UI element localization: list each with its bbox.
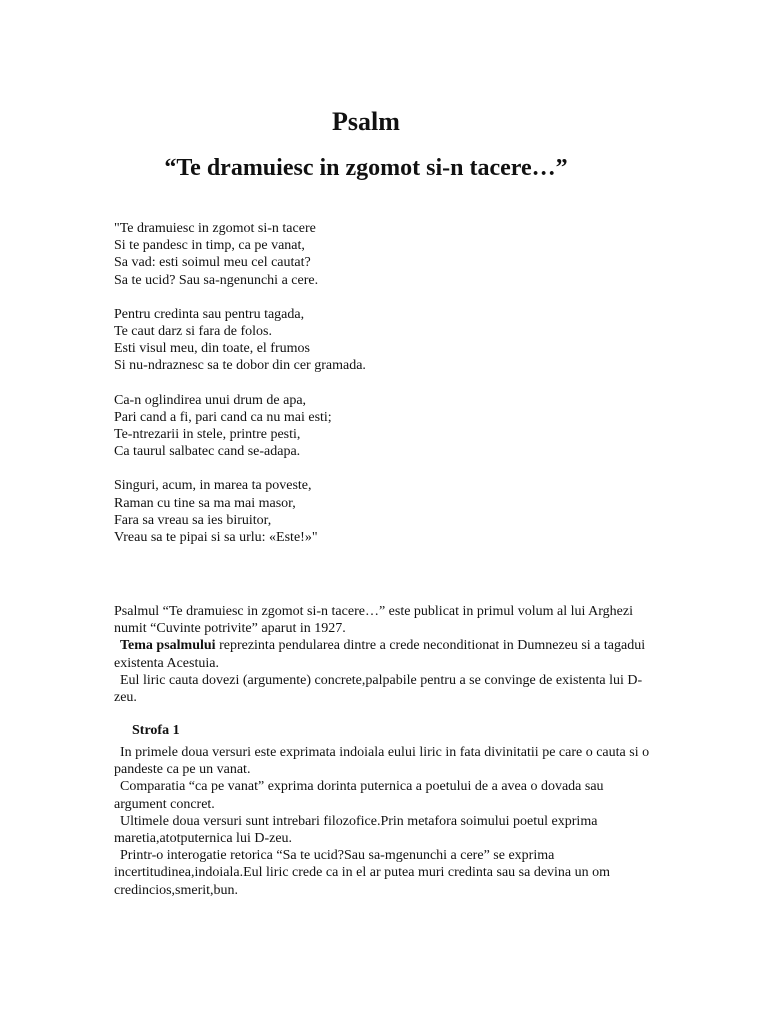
theme-paragraph <box>114 637 654 671</box>
poem-line: Fara sa vreau sa ies biruitor, <box>114 512 272 528</box>
poem-line: Ca-n oglindirea unui drum de apa, <box>114 392 307 408</box>
intro-paragraph: Eul liric cauta dovezi (argumente) concrete,palpabile pentru a se convinge de existenta lui D-zeu. <box>114 672 643 706</box>
poem-line: Te-ntrezarii in stele, printre pesti, <box>114 427 301 443</box>
poem-line: Pentru credinta sau pentru tagada, <box>114 306 305 322</box>
poem-line: Sa vad: esti soimul meu cel cautat? <box>114 255 311 271</box>
document-subtitle: “Te dramuiesc in zgomot si-n tacere…” <box>164 155 568 181</box>
poem-line: Esti visul meu, din toate, el frumos <box>114 341 310 357</box>
analysis-paragraph: Comparatia “ca pe vanat” exprima dorinta puternica a poetului de a avea o dovada sau argument concret. <box>114 779 604 812</box>
intro-paragraph: Psalmul “Te dramuiesc in zgomot si-n tacere…” este publicat in primul volum al lui Arghezi numit “Cuvinte potrivite” aparut in 1927. <box>114 604 633 637</box>
theme-text: reprezinta pendularea dintre a crede neconditionat in Dumnezeu si a tagadui existenta Acestuia. <box>114 638 646 671</box>
poem-line: Pari cand a fi, pari cand ca nu mai esti; <box>114 409 332 425</box>
intro-section <box>114 603 654 706</box>
poem-line: Vreau sa te pipai si sa urlu: «Este!»" <box>114 530 318 546</box>
poem-line: Raman cu tine sa ma mai masor, <box>114 495 296 511</box>
poem-line: Te caut darz si fara de folos. <box>114 324 272 340</box>
analysis-paragraph: Ultimele doua versuri sunt intrebari filozofice.Prin metafora soimului poetul exprima maretia,atotputernica lui D-zeu. <box>114 813 598 847</box>
analysis-paragraph: Printr-o interogatie retorica “Sa te ucid?Sau sa-mgenunchi a cere” se exprima incertitudinea,indoiala.Eul liric crede ca in el ar putea muri credinta sau sa devina un om credincios,smerit,bun. <box>114 848 611 898</box>
poem-line: Sa te ucid? Sau sa-ngenunchi a cere. <box>114 272 319 288</box>
analysis-section <box>114 744 654 899</box>
poem-stanza <box>114 477 366 546</box>
analysis-paragraph: In primele doua versuri este exprimata indoiala eului liric in fata divinitatii pe care o cauta si o pandeste ca pe un vanat. <box>114 745 650 778</box>
poem-line: "Te dramuiesc in zgomot si-n tacere <box>114 221 316 236</box>
poem-stanza <box>114 306 366 375</box>
poem-line: Ca taurul salbatec cand se-adapa. <box>114 444 301 460</box>
poem-line: Si nu-ndraznesc sa te dobor din cer gramada. <box>114 358 366 374</box>
poem-line: Si te pandesc in timp, ca pe vanat, <box>114 238 305 254</box>
theme-label: Tema psalmului <box>120 638 216 654</box>
poem-stanza <box>114 220 366 289</box>
document-title: Psalm <box>332 107 400 136</box>
poem <box>114 220 366 563</box>
poem-line: Singuri, acum, in marea ta poveste, <box>114 478 312 494</box>
poem-stanza <box>114 392 366 461</box>
section-heading: Strofa 1 <box>132 723 180 738</box>
